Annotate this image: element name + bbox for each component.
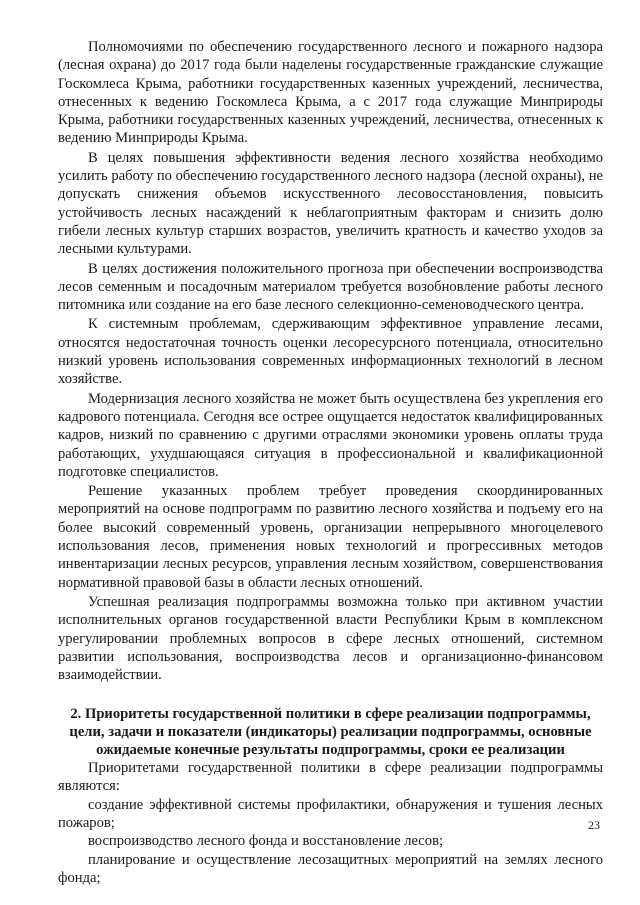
priority-item-reforestation: воспроизводство лесного фонда и восстановление лесов; [88,833,444,850]
priority-item-fire-prevention: создание эффективной системы профилактики, обнаружения и тушения лесных пожаров; [58,796,603,832]
section-heading-line-2: цели, задачи и показатели (индикаторы) реализации подпрограммы, основные [69,723,592,740]
priority-item-forest-protection: планирование и осуществление лесозащитных мероприятий на землях лесного фонда; [58,851,603,886]
paragraph-staff-potential: Модернизация лесного хозяйства не может быть осуществлена без укрепления его кадрового потенциала. Сегодня все острее ощущается недостаток квалифицированных кадров, низкий по сравнению с другими отраслями экономики уровень оплаты труда работающих, ухудшающаяся ситуация в профессиональной и квалификационной подготовке специалистов. [58,390,603,480]
paragraph-successful-implementation: Успешная реализация подпрограммы возможна только при активном участии исполнительных органов государственной власти Республики Крым в комплексном урегулировании проблемных вопросов в сфере лесных отношений, системном развитии использования, воспроизводства лесов и организационно-финансовом взаимодействии. [58,593,603,684]
section-heading-line-1: 2. Приоритеты государственной политики в сфере реализации подпрограммы, [70,706,591,723]
section-heading [58,706,603,759]
page-number: 23 [588,818,600,832]
paragraph-forest-management-efficiency: В целях повышения эффективности ведения лесного хозяйства необходимо усилить работу по обеспечению государственного лесного надзора (лесной охраны), не допускать снижения объемов искусственного лесовосстановления, повысить устойчивость лесных насаждений к неблагоприятным факторам и снизить долю гибели лесных культур старших возрастов, увеличить кратность и качество уходов за лесными культурами. [58,149,603,258]
section-heading-line-3: ожидаемые конечные результаты подпрограммы, сроки ее реализации [96,741,565,758]
paragraph-systemic-problems: К системным проблемам, сдерживающим эффективное управление лесами, относятся недостаточная точность оценки лесоресурсного потенциала, относительно низкий уровень использования современных информационных технологий в лесном хозяйстве. [58,316,603,388]
paragraph-coordinated-measures: Решение указанных проблем требует проведения скоординированных мероприятий на основе подпрограмм по развитию лесного хозяйства и подъему его на более высокий современный уровень, организации непрерывного многоцелевого использования лесов, применения новых технологий и прогрессивных методов инвентаризации лесных ресурсов, управления лесным хозяйством, совершенствования нормативной правовой базы в области лесных отношений. [58,483,603,591]
priorities-intro: Приоритетами государственной политики в сфере реализации подпрограммы являются: [58,760,603,795]
paragraph-forest-supervision-authority: Полномочиями по обеспечению государственного лесного и пожарного надзора (лесная охрана) до 2017 года были наделены государственные гражданские служащие Госкомлеса Крыма, работники государственных казенных учреждений, лесничества, отнесенных к ведению Госкомлеса Крыма, а с 2017 года служащие Минприроды Крыма, работники государственных казенных учреждений, лесничества, отнесенных к ведению Минприроды Крыма. [58,39,603,147]
paragraph-nursery-renewal: В целях достижения положительного прогноза при обеспечении воспроизводства лесов семенным и посадочным материалом требуется возобновление работы лесного питомника или создание на его базе лесного селекционно-семеноводческого центра. [58,260,603,314]
